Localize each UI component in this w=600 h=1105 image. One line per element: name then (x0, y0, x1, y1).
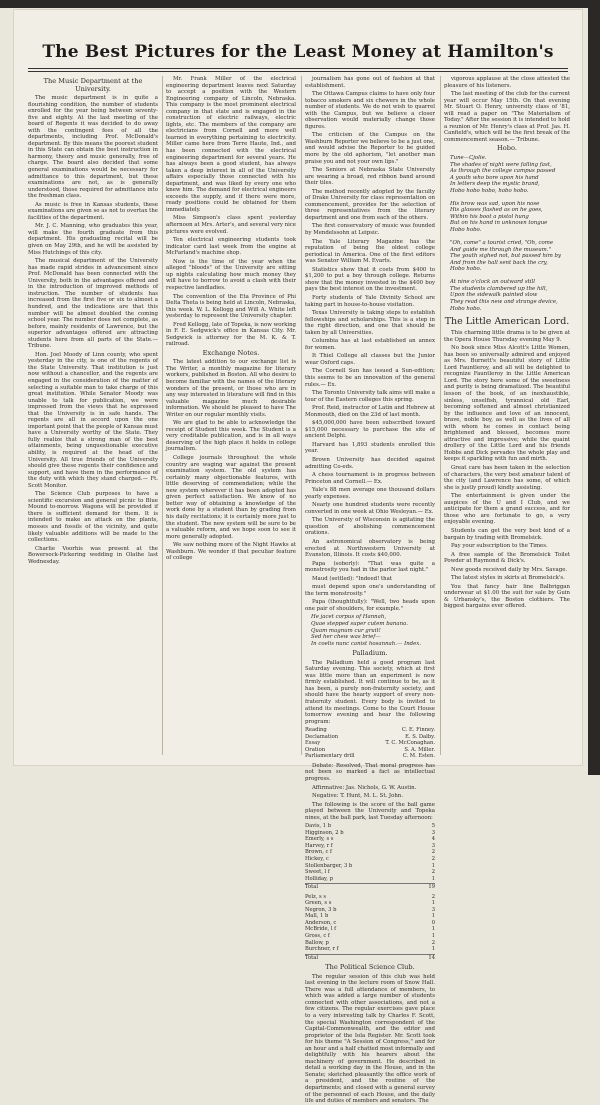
article-paragraph: The Cornell Sun has issued a Sun-edition; this seems to be an innovation of the general rules.— Ex. (305, 368, 435, 388)
article-paragraph: Negative: T. Hunt, M. L. St. John. (312, 793, 403, 800)
poem-line: The shades of night were falling fast, (450, 161, 552, 168)
article-paragraph: Fred Kellogg, late of Topeka, is now working in F. E. Sedgwick's office in Kansas City. Mr. Sedgwick is attorney for the M. K. & T. railroad. (166, 321, 296, 348)
poem-line: In letters deep the mystic brand, (450, 181, 540, 188)
article-paragraph: Columbia has at last established an annex for women. (305, 338, 435, 351)
table-cell-value: 1 (431, 913, 435, 920)
article-paragraph: We are glad to be able to acknowledge the receipt of Student this week. The Student is a very creditable publication, and is in all ways deserving of the high place it holds in college journalism. (166, 420, 296, 453)
article-paragraph: We saw nothing more of the Night Hawks at Washburn. We wonder if that peculiar feature of college (166, 542, 296, 562)
column-4 (444, 76, 570, 755)
article-paragraph: The first conservatory of music was founded by Mendelssohn at Leipsic. (305, 223, 435, 237)
article-paragraph: The Ottawa Campus claims to have only four tobacco smokers and six chewers in the whole number of students. We do not wish to quarrel with the Campus, but we believe a closer observation would materially change those figures. (305, 91, 435, 130)
article-paragraph: The Yale Literary Magazine has the reputation of being the oldest college periodical in America. One of the first editors was Senator William M. Evarts. (305, 238, 435, 265)
poem-line: He jacet corpus of Hannah, (311, 614, 387, 621)
article-paragraph: You that fancy hair line Balbriggan underwear at $1.00 the suit for sale by Guin & Urbansky's, the Boston clothiers. The biggest bargains ever offered. (444, 583, 570, 610)
article-paragraph: Students can get the very best kind of a bargain by trading with Bromelsick. (444, 527, 570, 541)
article-paragraph: It Thiel College all classes but the Junior wear Oxford caps. (305, 353, 435, 366)
article-paragraph: The regular session of this club was held last evening in the lecture room of Snow Hall. There was a full attendance of members, to which was added a large number of students connected with other associations, and not a few citizens. The regular exercises gave place to a very interesting talk by Charles F. Scott, the special Washington correspondent of the Capital-Commonwealth, and the editor and proprietor of the Iola Register. Mr. Scott took for his theme "A Session of Congress," and for an hour and a half chatted most informally and delightfully with his hearers about the machinery of government. He described in detail a working day in the House, and in the Senate; sketched pleasantly the office work of a president, and the routine of the departments; and closed with a general survey of the personnel of each House, and the daily life and duties of members and senators. The (305, 973, 435, 1105)
table-cell-value: 3 (431, 829, 435, 836)
table-cell-value: 1 (431, 900, 435, 907)
poem-line: Quae stepped super cutem banana. (311, 621, 408, 628)
table-cell-value: 2 (431, 849, 435, 856)
table-cell-value: E. S. Dalby. (405, 733, 435, 740)
score-table (305, 823, 435, 890)
table-cell-value: 1 (431, 862, 435, 869)
article-paragraph: The last meeting of the club for the current year will occur May 15th. On that evening Mr. Stuart O. Henry, university class of '81, will read a paper on "The Materialism of Today." After the session it is intended to hold a reunion of Mr. Henry's class at Prof. Jas. H. Canfield's, which will be the first break of the commencement season.— Tribune. (444, 91, 570, 143)
article-paragraph: $45,000,000 have been subscribed toward $15,000 necessary to purchase the site of ancient Delphi. (305, 420, 435, 440)
article-paragraph: Forty students of Yale Divinity School are taking part in house-to-house visitation. (305, 294, 435, 308)
article-paragraph: journalism has gone out of fashion at that establishment. (305, 76, 435, 89)
article-paragraph: Miss Simpson's class spent yesterday afternoon at Mrs. Arter's, and several very nice pictures were evolved. (166, 215, 296, 235)
article-heading: Exchange Notes. (202, 348, 260, 357)
poem-line: And guide me through the museum." (450, 246, 551, 253)
table-row (305, 753, 435, 760)
headline-rule-2 (28, 71, 568, 72)
table-cell-value: 1 (431, 875, 435, 882)
article-paragraph: Hon. Joel Moody of Linn county, who spent yesterday in the city, is one of the regents of the State University. That institution is just now without a chancellor, and the regents are engaged in the consideration of the matter of selecting a suitable man to take charge of this great institution. While Senator Moody was unable to talk for publication, we were impressed from the views that he expressed that the University is in safe hands. The regents are all in accord upon the one important point that the people of Kansas must have a University worthy of the State. They fully realize that a strong man of the best attainments, being unquestionable executive ability, is required at the head of the University. All true friends of the University should give these regents their confidence and support, and have them in the performance of the duty with which they stand charged.— Ft. Scott Monitor. (28, 351, 158, 489)
poem-line: Within his boot a pistol hung (450, 213, 529, 220)
table-row (305, 876, 435, 883)
article-paragraph: Papa (soberly): "That was quite a monstrosity you had in the parlor last night." (305, 560, 435, 574)
table-cell-label: Harvey, r f (305, 842, 333, 849)
article-paragraph: The Toronto University talk aims will make a tour of the Eastern colleges this spring. (305, 390, 435, 403)
article-paragraph: The Science Club purposes to have a scientific excursion and general picnic to Blue Mound to-morrow. Wagons will be provided if there is sufficient demand for them. It is intended to make an attack on the plants, mosses and fossils of the vicinity, and quite likely valuable additions will be made to the collections. (28, 491, 158, 544)
poem-line: Sed her chew was brief— (311, 634, 381, 641)
article-paragraph: Debate: Resolved, That moral progress has not been so marked a fact as intellectual progress. (305, 762, 435, 782)
page-headline: The Best Pictures for the Least Money at Hamilton's (42, 42, 554, 62)
article-paragraph: Papa (thoughtfully): "Well, two heads upon one pair of shoulders, for example." (305, 599, 435, 612)
article-paragraph: The University of Wisconsin is agitating the question of abolishing commencement orations. (305, 517, 435, 537)
column-1 (28, 76, 158, 755)
table-cell-value: 1 (431, 946, 435, 953)
article-paragraph: The Seniors at Nebraska State University are wearing a broad, red ribbon band around their tiles. (305, 167, 435, 187)
score-table (305, 727, 435, 760)
table-cell-label: Emerly, s s (305, 836, 334, 843)
poem-line: Hobo hobo hobo, hobo hobo. (450, 187, 529, 194)
table-cell-label: Hickey, c (305, 856, 329, 863)
table-row (305, 946, 435, 953)
headline-rule (28, 68, 568, 69)
table-total-label: Total (305, 954, 319, 961)
article-paragraph: The Palladium held a good program last Saturday evening. This society, which at first was little more than an experiment is now firmly established. It will continue to be, as it has been, a purely non-fraternity society, and should have the hearty support of every non-fraternity student. Every body is invited to attend its meetings. Come to the Court House tomorrow evening and hear the following program: (305, 659, 435, 725)
article-paragraph: Ten electrical engineering students took indicator card last week from the engine at McFarland's machine shop. (166, 237, 296, 257)
column-2 (166, 76, 296, 755)
table-total-value: 19 (428, 884, 435, 891)
article-paragraph: Great care has been taken in the selection of characters, the very best amateur talent of the city (and Lawrence has some, of which she is justly proud) kindly assisting. (444, 465, 570, 491)
poem-line: Upon the sidewalk painted slow (450, 292, 538, 299)
article-paragraph: College journals throughout the whole country are waging war against the present examination system. The old system has certainly many objectionable features, with little deserving of commendation; while the new system wherever it has been adopted has given perfect satisfaction. We know of no better way of obtaining a knowledge of the work done by a student than by grading from his daily recitations; it is certainly more just to the student. The new system will be sure to be a valuable reform, and we hope soon to see it more generally adopted. (166, 455, 296, 540)
poem-block (444, 155, 570, 312)
table-cell-value: 2 (431, 939, 435, 946)
poem-line: His brow was sad, upon his nose (450, 200, 540, 207)
poem-line: The youth sighed not, but passed him by (450, 253, 562, 260)
article-paragraph: New goods received daily by Mrs. Savage. (451, 566, 568, 573)
article-paragraph: A free sample of the Bromelsick Toilet Powder at Raymond & Dick's. (444, 551, 570, 565)
poem-line: Hobo hobo. (450, 305, 482, 312)
article-paragraph: Now is the time of the year when the alleged "bloods" of the University are sitting up nights calculating how much money they will have to borrow to avoid a clash with their respective landladies. (166, 258, 296, 291)
table-total-value: 14 (428, 954, 435, 961)
article-paragraph: Brown University has decided against admitting Co-eds. (305, 456, 435, 470)
table-cell-value: 1 (431, 933, 435, 940)
article-paragraph: Pay your subscription to the Times. (451, 543, 548, 550)
article-paragraph: The latest styles in skirts at Bromelsick's. (451, 575, 565, 582)
article-paragraph: Statistics show that it costs from $400 to $1,200 to put a boy through college. Returns show that the money invested in the $400 boy pays the best interest on the investment. (305, 266, 435, 293)
table-cell-label: Brown, c f (305, 849, 332, 856)
table-cell-value: 4 (431, 836, 435, 843)
score-table (305, 894, 435, 961)
poem-line: "Oh, come" a tourist cried, "Oh, come (450, 240, 554, 247)
poem-block (305, 614, 435, 647)
table-cell-value: 0 (431, 919, 435, 926)
table-cell-label: Oration (305, 746, 326, 753)
table-cell-label: McBride, l f (305, 926, 337, 933)
poem-line: At nine o'clock an outward still (450, 279, 535, 286)
article-paragraph: Yale's 88 men average one thousand dollars yearly expenses. (305, 487, 435, 500)
article-paragraph: Prof. Reid, instructor of Latin and Hebrew at Monmouth, died on the 23d of last month. (305, 405, 435, 418)
table-cell-label: Burchner, r f (305, 946, 339, 953)
article-paragraph: A chess tournament is in progress between Princeton and Cornell.— Ex. (305, 472, 435, 485)
table-cell-value: 5 (431, 823, 435, 830)
poem-line: The students clambered up the hill, (450, 285, 548, 292)
article-paragraph: This charming little drama is to be given at the Opera House Thursday evening May 9. (444, 330, 570, 343)
table-cell-label: Parliamentary drill (305, 753, 355, 760)
table-cell-label: Mall, 1 b (305, 913, 329, 920)
table-total-row (305, 883, 435, 891)
table-cell-label: Ballow, p (305, 939, 329, 946)
table-cell-value: S. A. Miller. (404, 746, 435, 753)
table-cell-value: 3 (431, 906, 435, 913)
poem-line: Tune—Cjolie. (450, 154, 487, 161)
columns (28, 76, 570, 1105)
article-paragraph: The musical department of the University has made rapid strides in advancement since Prof. McDonald has been connected with the University, both in the advantages offered and in the introduction of improved methods of instruction. The number of students has increased from the first five or six to almost a hundred, and the indications are that this number will be almost doubled the coming school year. The number does not complete, as before, mainly residents of Lawrence, but the superior advantages offered are attracting students here from all parts of the State.— Tribune. (28, 258, 158, 350)
article-paragraph: Mr. J. C. Manning, who graduates this year, will make the fourth graduate from this department. His graduating recital will be given on May 29th, and he will be assisted by Miss Hutchings of this city. (28, 223, 158, 256)
article-paragraph: An astronomical observatory is being erected at Northwestern University at Evanston, Illinois. It costs $40,000. (305, 539, 435, 559)
article-paragraph: Affirmative: Jas. Nichols, G. W. Austin. (312, 784, 417, 791)
table-cell-label: Sweet, l f (305, 869, 330, 876)
table-cell-label: Reading (305, 727, 327, 734)
article-paragraph: Nearly one hundred students were recently converted in one week at Ohio Wesleyan.— Ex. (305, 502, 435, 515)
table-cell-label: Negron, 3 b (305, 906, 337, 913)
poem-line: Hobo hobo. (450, 266, 482, 273)
table-cell-label: Declamation (305, 733, 339, 740)
table-total-label: Total (305, 884, 319, 891)
column-divider (301, 76, 302, 755)
poem-line: Quam magnum cur gruit! (311, 627, 381, 634)
poem-line: In coelis nunc canist hosannah.— Index. (311, 640, 422, 647)
article-heading: Palladium. (352, 649, 388, 658)
table-total-row (305, 954, 435, 962)
article-paragraph: The method recently adopted by the faculty of Drake University for class representation on commencement, provides for the selection of three representatives from the literary department and one from each of the others. (305, 188, 435, 221)
table-cell-label: Essay (305, 740, 321, 747)
table-cell-label: Gross, c f (305, 933, 330, 940)
table-cell-label: Stollenbarger, 3 b (305, 862, 353, 869)
article-paragraph: Texas University is taking steps to establish fellowships and scholarships. This is a step in the right direction, and one that should be taken by all Universities. (305, 310, 435, 336)
article-paragraph: Charlie Voorhis was present at the Bowersock-Pickering wedding in Olathe last Wednesday. (28, 545, 158, 565)
article-paragraph: The following is the score of the ball game played between the University and Topeka nines, at the ball park, last Tuesday afternoon: (305, 801, 435, 821)
article-paragraph: Maud (settled): "Indeed! that (312, 575, 393, 582)
poem-line: His glasses flashed as on he goes, (450, 207, 543, 214)
poem-line: As through the college campus passed (450, 168, 556, 175)
article-heading: Hobo. (497, 144, 517, 153)
newspaper-page (14, 10, 582, 1105)
article-heading: The Little American Lord. (444, 316, 570, 328)
article-heading: The Political Science Club. (325, 963, 415, 972)
article-paragraph: As music is free in Kansas students, these examinations are given so as not to overtax the facilities of the department. (28, 201, 158, 221)
right-binding-edge (588, 0, 600, 775)
table-cell-value: C. E. Finney. (401, 727, 435, 734)
table-cell-value: 2 (431, 893, 435, 900)
article-paragraph: Harvard has 1,893 students enrolled this year. (305, 441, 435, 455)
table-cell-label: Higginson, 2 b (305, 829, 344, 836)
poem-line: And from the hall sent back the cry, (450, 259, 548, 266)
article-paragraph: The criticism of the Campus on the Washburn Reporter we believe to be a just one, and would advise the Reporter to be guided more by the old aphorism, "let another man praise you and not your own lips." (305, 132, 435, 165)
table-cell-label: Holliday, p (305, 875, 333, 882)
article-paragraph: The music department is in quite a flourishing condition, the number of students enrolled for the year being between seventy-five and eighty. At the last meeting of the board of Regents it was decided to do away with the contingent fees of all the departments, including Prof. McDonald's department. By this means the poorest student in this State can obtain the best instruction in harmony, theory and music generally, free of charge. The board also decided that some general examinations would be necessary for admittance to this department, but these examinations are not, as is generally understood, those required for admittance into the freshman class. (28, 95, 158, 200)
article-paragraph: vigorous applause at the close attested the pleasure of his listeners. (444, 76, 570, 89)
article-paragraph: The convention of the Eta Province of Phi Delta Theta is being held at Lincoln, Nebraska, this week. W. L. Kellogg and Will A. White left yesterday to represent the University chapter. (166, 293, 296, 320)
column-3 (305, 76, 435, 1105)
article-paragraph: must depend upon one's understanding of the term monstrosity." (305, 584, 435, 597)
table-cell-value: C. M. Esten. (402, 753, 435, 760)
poem-line: But on his hand in unknown tongue (450, 220, 548, 227)
article-heading: The Music Department at the University. (43, 77, 143, 93)
article-paragraph: No book since Miss Alcott's Little Women, has been so universally admired and enjoyed as Mrs. Burnett's beautiful story of Little Lord Fauntleroy, and all will be delighted to recognize Fauntleroy in the Little American Lord. The story here some of the sweetness and purity is being dramatized. The beautiful lesson of the book, of an inexhaustible, sinless, unselfish, tyrannical old Earl, becoming softened and almost christianized by the influence and love of an innocent, brave, noble boy, as well as the lives of all with whom he comes in contact being brightened and blessed, becomes more attractive and impressive; while the quaint drollery of the Little Lord and his friends Hobbs and Dick pervades the whole play and keeps it sparkling with fun and mirth. (444, 345, 570, 463)
table-cell-value: 1 (431, 926, 435, 933)
table-cell-label: Davis, 1 b (305, 823, 332, 830)
column-divider (440, 76, 441, 755)
top-border (0, 0, 600, 8)
article-paragraph: The latest addition to our exchange list is The Writer, a monthly magazine for literary workers, published in Boston. All who desire to become familiar with the names of the literary wonders of the present, or those who are in any way interested in literature will find in this valuable magazine much desirable information. We should be pleased to have The Writer on our regular monthly visits. (166, 359, 296, 418)
article-paragraph: Mr. Frank Miller of the electrical engineering department leaves next Saturday to accept a position with the Western Engineering company of Lincoln, Nebraska. This company is the most prominent electrical company in that state and is engaged in the construction of electric railways, electric lights, etc. The members of the company are electricians from Cornell and more well learned in everything pertaining to electricity. Miller came here from Terre Haute, Ind., and has been connected with the electrical engineering department for several years. He has always been a good student, has always taken a deep interest in all of the University affairs especially those connected with his department, and was liked by every one who knew him. The demand for electrical engineers exceeds the supply, and if there were more, ready positions could be obtained for them immediately. (166, 76, 296, 213)
table-cell-value: 2 (431, 856, 435, 863)
table-cell-value: 2 (431, 869, 435, 876)
table-cell-label: Green, s s (305, 900, 332, 907)
article-paragraph: The entertainment is given under the auspices of the U and I Club, and we anticipate for them a grand success, and for those who are fortunate to go, a very enjoyable evening. (444, 493, 570, 526)
table-cell-value: T. C. McConaghan. (385, 740, 435, 747)
table-cell-label: Pelz, s s (305, 893, 326, 900)
poem-line: A youth who bore upon his hand (450, 174, 539, 181)
table-cell-label: Anderson, c (305, 919, 337, 926)
column-divider (162, 76, 163, 755)
poem-line: Hobo hobo. (450, 226, 482, 233)
table-cell-value: 3 (431, 842, 435, 849)
poem-line: They read this new and strange device, (450, 299, 558, 305)
